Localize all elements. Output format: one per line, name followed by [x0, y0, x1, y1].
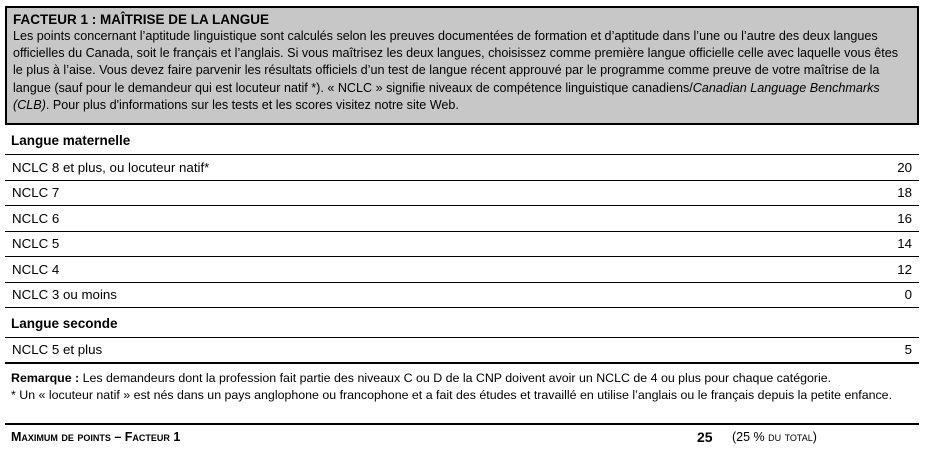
factor-title: FACTEUR 1 : MAÎTRISE DE LA LANGUE	[13, 12, 270, 27]
row-level: NCLC 8 et plus, ou locuteur natif*	[12, 159, 210, 175]
description-text-end: . Pour plus d'informations sur les tests et les scores visitez notre site Web.	[45, 97, 459, 112]
table-row	[5, 181, 919, 207]
remark-line	[11, 370, 913, 387]
row-level: NCLC 5	[12, 236, 60, 252]
remark-block	[5, 364, 919, 425]
factor-1-document	[5, 6, 919, 447]
row-level: NCLC 4	[12, 261, 60, 277]
table-row	[5, 155, 919, 181]
max-points-value: 25	[697, 428, 713, 445]
description-italic: Canadian Language Benchmarks (CLB)	[13, 80, 880, 112]
table-row	[5, 206, 919, 232]
remark-text: Les demandeurs dont la profession fait partie des niveaux C ou D de la CNP doivent avoir un NCLC de 4 ou plus pour chaque catégorie.	[79, 370, 832, 385]
row-points: 5	[904, 342, 912, 358]
remark-label: Remarque :	[11, 370, 80, 385]
row-points: 20	[897, 159, 912, 175]
row-level: NCLC 5 et plus	[12, 342, 103, 358]
footer-row	[5, 425, 919, 447]
native-speaker-note: * Un « locuteur natif » est nés dans un pays anglophone ou francophone et a fait des études et travaillé en utilise l’anglais ou le français depuis la petite enfance.	[11, 387, 893, 402]
row-points: 16	[897, 210, 912, 226]
table-row	[5, 257, 919, 283]
mother-tongue-label: Langue maternelle	[5, 125, 919, 155]
factor-header-box	[5, 6, 919, 125]
row-points: 14	[897, 236, 912, 252]
row-level: NCLC 3 ou moins	[12, 287, 117, 303]
row-points: 18	[897, 185, 912, 201]
max-points-percent: (25 % du total)	[732, 429, 817, 444]
table-row	[5, 338, 919, 364]
second-language-label: Langue seconde	[5, 308, 919, 338]
description-text: Les points concernant l’aptitude linguistique sont calculés selon les preuves documentées de formation et d’aptitude dans l’une ou l’autre des deux langues officielles du Canada, soit le français et l’anglais. Si vous maîtrisez les deux langues, choisissez comme première langue officielle celle avec laquelle vous êtes le plus à l’aise. Vous devez faire parvenir les résultats officiels d’un test de langue récent approuvé par le programme comme preuve de votre maîtrise de la langue (sauf pour le demandeur qui est locuteur natif *). « NCLC » signifie niveaux de compétence linguistique canadiens/	[13, 29, 899, 95]
factor-description	[13, 28, 911, 114]
table-row	[5, 283, 919, 309]
row-points: 12	[897, 261, 912, 277]
row-level: NCLC 6	[12, 210, 60, 226]
row-level: NCLC 7	[12, 185, 60, 201]
max-points-label: Maximum de points – Facteur 1	[11, 429, 181, 444]
row-points: 0	[904, 287, 912, 303]
table-row	[5, 232, 919, 258]
